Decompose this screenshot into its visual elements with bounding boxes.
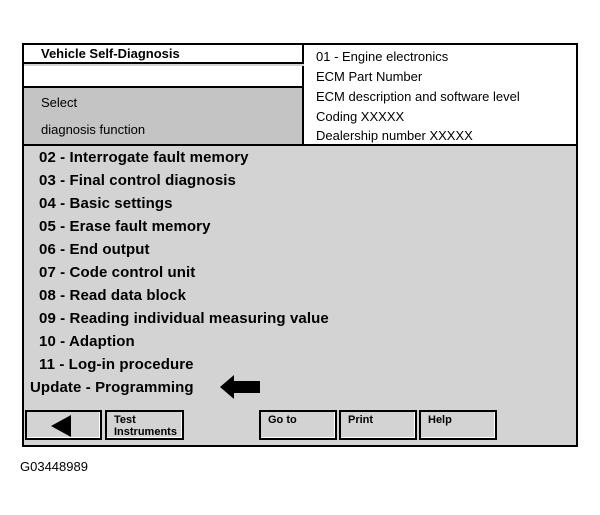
menu-item-reading-measuring-value[interactable]: 09 - Reading individual measuring value — [39, 310, 329, 327]
test-instruments-line2: Instruments — [114, 426, 177, 438]
help-button[interactable] — [419, 410, 497, 440]
blank-field — [24, 66, 304, 88]
select-prompt-line2: diagnosis function — [41, 122, 146, 137]
print-label: Print — [348, 414, 374, 426]
menu-item-code-control-unit[interactable]: 07 - Code control unit — [39, 264, 196, 281]
menu-item-end-output[interactable]: 06 - End output — [39, 241, 150, 258]
info-coding: Coding XXXXX — [316, 109, 405, 124]
screen-title: Vehicle Self-Diagnosis — [24, 45, 304, 64]
menu-item-update-programming[interactable]: Update - Programming — [30, 379, 194, 396]
left-triangle-icon — [49, 414, 73, 438]
menu-item-basic-settings[interactable]: 04 - Basic settings — [39, 195, 173, 212]
select-prompt-line1: Select — [41, 95, 78, 110]
test-instruments-button[interactable] — [105, 410, 184, 440]
info-ecm-description: ECM description and software level — [316, 89, 520, 104]
test-instruments-label — [114, 414, 177, 438]
diagnosis-function-menu — [24, 146, 576, 410]
info-dealership-number: Dealership number XXXXX — [316, 128, 473, 143]
print-button[interactable] — [339, 410, 417, 440]
menu-item-final-control-diagnosis[interactable]: 03 - Final control diagnosis — [39, 172, 236, 189]
info-engine-electronics: 01 - Engine electronics — [316, 49, 449, 64]
go-to-button[interactable] — [259, 410, 337, 440]
control-unit-info — [304, 45, 576, 144]
menu-item-adaption[interactable]: 10 - Adaption — [39, 333, 135, 350]
menu-item-log-in-procedure[interactable]: 11 - Log-in procedure — [39, 356, 194, 373]
test-instruments-line1: Test — [114, 414, 136, 426]
menu-item-interrogate-fault-memory[interactable]: 02 - Interrogate fault memory — [39, 149, 249, 166]
info-ecm-part-number: ECM Part Number — [316, 69, 423, 84]
back-button[interactable] — [25, 410, 102, 440]
select-prompt — [24, 88, 304, 144]
help-label: Help — [428, 414, 452, 426]
left-arrow-icon — [220, 375, 260, 399]
menu-item-erase-fault-memory[interactable]: 05 - Erase fault memory — [39, 218, 211, 235]
diagnosis-screen — [22, 43, 578, 447]
go-to-label: Go to — [268, 414, 297, 426]
menu-item-read-data-block[interactable]: 08 - Read data block — [39, 287, 187, 304]
figure-caption: G03448989 — [20, 459, 88, 474]
